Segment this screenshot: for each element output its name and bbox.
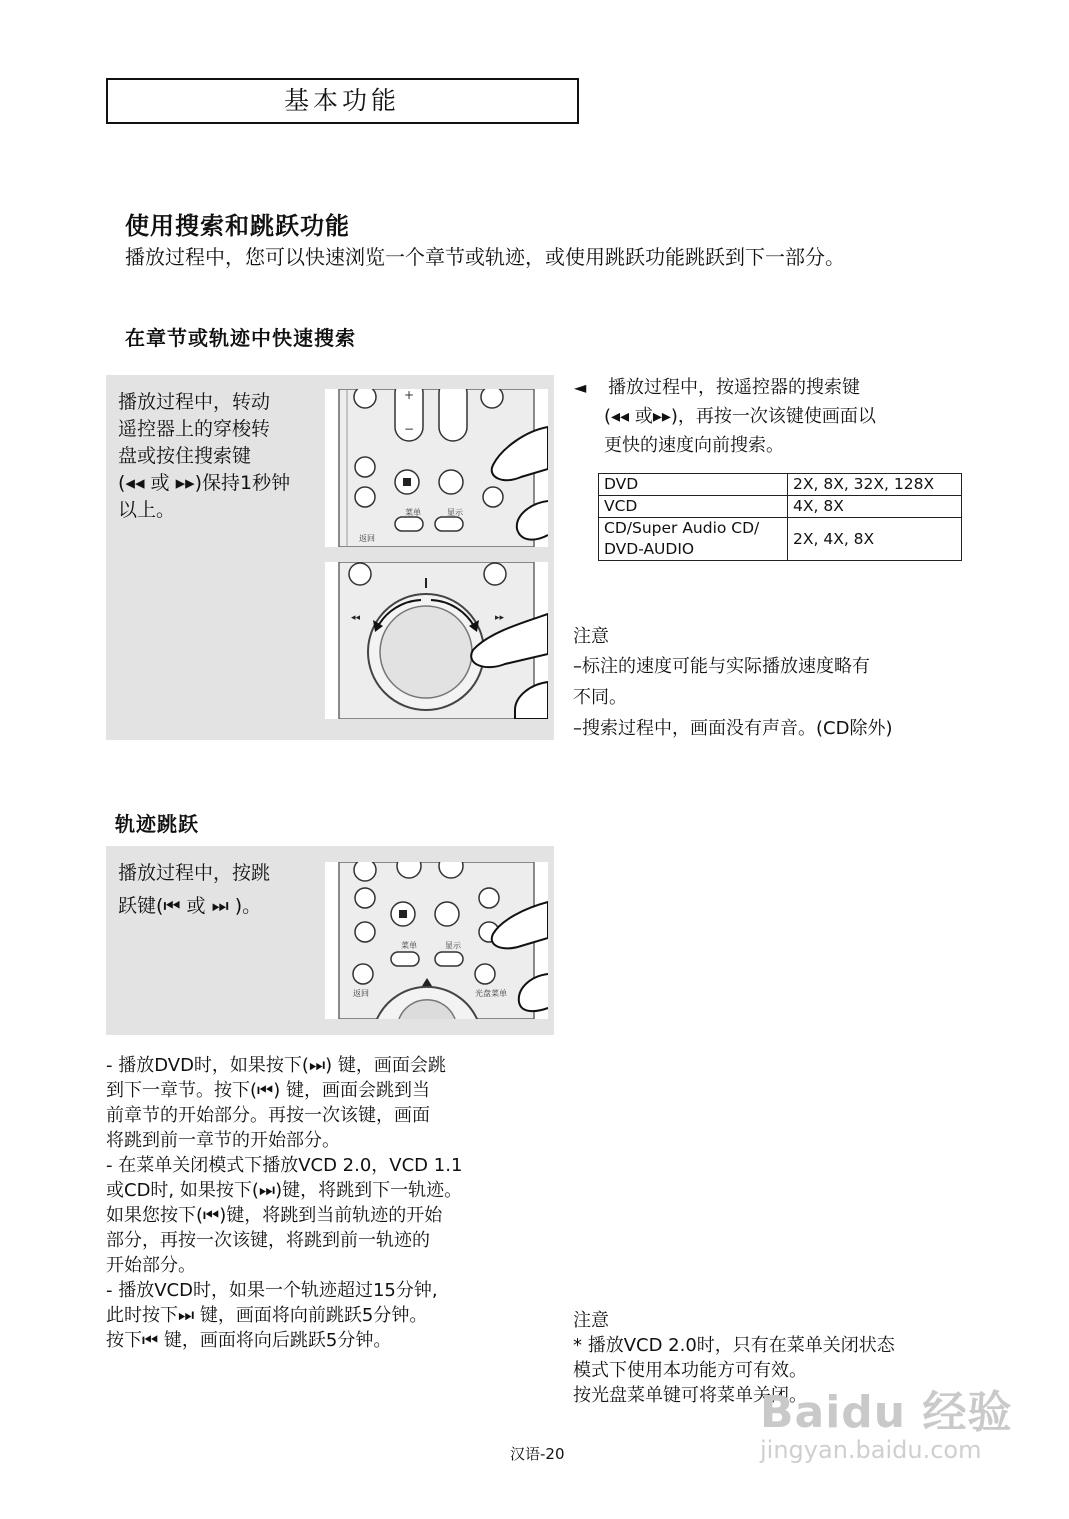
search-panel-line: (◂◂ 或 ▸▸)保持1秒钟 [118,472,291,494]
remote-label-disc-menu: 光盘菜单 [475,989,507,998]
watermark-brand: Baidu 经验 [760,1387,1013,1438]
search-panel-text [118,389,290,524]
chapter-title: 基本功能 [284,86,401,115]
search-panel-line: 播放过程中，转动 [118,391,271,413]
section-intro: 播放过程中，您可以快速浏览一个章节或轨迹，或使用跳跃功能跳跃到下一部分。 [125,245,845,269]
search-step-line: (◂◂ 或▸▸)，再按一次该键使画面以 [604,406,876,427]
disc-type-cell: CD/Super Audio CD/ DVD-AUDIO [599,518,788,561]
bullet-line: 部分，再按一次该键，将跳到前一轨迹的 [106,1230,430,1251]
skip-title: 轨迹跳跃 [115,812,199,836]
search-speed-table [598,473,962,561]
bullet-line: 开始部分。 [106,1255,196,1276]
speed-table-row [599,518,962,561]
remote-label-return: 返回 [353,989,369,998]
watermark [760,1376,1012,1464]
speed-values-cell: 2X, 8X, 32X, 128X [788,474,962,496]
bullet-line: - 播放DVD时，如果按下(⏭) 键，画面会跳 [106,1055,446,1076]
bullet-line: 将跳到前一章节的开始部分。 [106,1130,340,1151]
watermark-url: jingyan.baidu.com [760,1436,982,1464]
bullet-line: 前章节的开始部分。再按一次该键，画面 [106,1105,430,1126]
search-step-line: 播放过程中，按遥控器的搜索键 [608,377,860,398]
skip-bullets [106,1053,462,1353]
speed-values-cell: 2X, 4X, 8X [788,518,962,561]
bullet-line: 按下⏮ 键，画面将向后跳跃5分钟。 [106,1330,392,1351]
note-line: –标注的速度可能与实际播放速度略有 [573,656,870,677]
speed-values-cell: 4X, 8X [788,496,962,518]
search-step [574,373,876,460]
remote-skip-keys-illustration [325,862,548,1019]
search-panel-line: 遥控器上的穿梭转 [118,418,271,440]
search-panel-line: 以上。 [118,499,176,521]
skip-panel-text [118,857,270,923]
bullet-line: 到下一章节。按下(⏮) 键，画面会跳到当 [106,1080,430,1101]
chapter-header [106,78,579,124]
skip-panel-line: 跃键(⏮ 或 ⏭ )。 [118,895,262,917]
note-line: 模式下使用本功能方可有效。 [573,1360,807,1381]
speed-table-row [599,474,962,496]
search-title: 在章节或轨迹中快速搜索 [125,326,356,350]
skip-note-heading: 注意 [573,1310,609,1331]
disc-type-cell: DVD [599,474,788,496]
remote-shuttle-dial-illustration [325,562,548,719]
disc-type-cell: VCD [599,496,788,518]
svg-text:▸▸: ▸▸ [495,613,505,623]
remote-label-menu: 菜单 [401,941,417,950]
search-notes [573,651,892,744]
skip-panel-line: 播放过程中，按跳 [118,862,271,884]
search-note-heading: 注意 [573,626,609,647]
remote-label-display: 显示 [447,508,463,517]
note-line: 不同。 [573,687,627,708]
section-title: 使用搜索和跳跃功能 [125,212,350,240]
note-line: * 播放VCD 2.0时，只有在菜单关闭状态 [573,1335,895,1356]
note-line: –搜索过程中，画面没有声音。(CD除外) [573,718,893,739]
step-marker-icon: ◄ [574,378,587,397]
remote-label-return: 返回 [359,534,375,543]
bullet-line: - 播放VCD时，如果一个轨迹超过15分钟, [106,1280,438,1301]
bullet-line: - 在菜单关闭模式下播放VCD 2.0，VCD 1.1 [106,1155,463,1176]
bullet-line: 此时按下⏭ 键，画面将向前跳跃5分钟。 [106,1305,428,1326]
note-line: 按光盘菜单键可将菜单关闭。 [573,1385,807,1406]
remote-label-menu: 菜单 [405,508,421,517]
bullet-line: 或CD时, 如果按下(⏭)键，将跳到下一轨迹。 [106,1180,463,1201]
svg-text:−: − [403,422,415,436]
page-number: 汉语-20 [510,1445,565,1463]
svg-text:+: + [403,389,415,402]
search-step-line: 更快的速度向前搜索。 [604,435,784,456]
bullet-line: 如果您按下(⏮)键，将跳到当前轨迹的开始 [106,1205,443,1226]
speed-table-row [599,496,962,518]
remote-search-keys-illustration [325,389,548,547]
svg-text:◂◂: ◂◂ [351,613,361,623]
remote-label-display: 显示 [445,941,461,950]
search-panel-line: 盘或按住搜索键 [118,445,252,467]
